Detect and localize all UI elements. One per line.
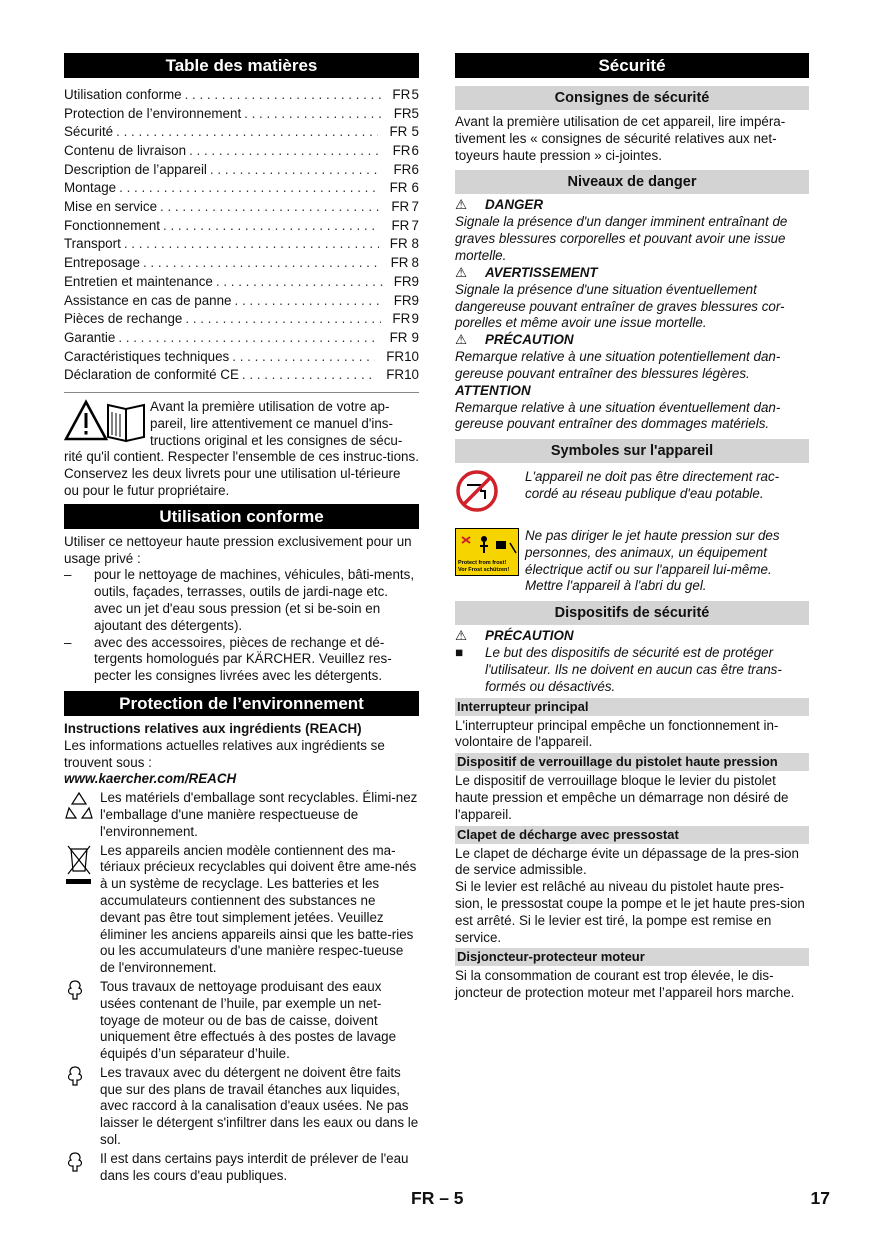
- toc-lang: FR: [389, 236, 408, 252]
- sub1-title: Interrupteur principal: [455, 698, 809, 716]
- toc-row[interactable]: [64, 198, 419, 217]
- attention-text: Remarque relative à une situation éventuellement dan-gereuse pouvant entraîner des dommages matériels.: [455, 399, 781, 432]
- disp-precaution-label: PRÉCAUTION: [485, 628, 574, 644]
- env-item: [64, 1065, 419, 1149]
- toc-entry-title: Déclaration de conformité CE: [64, 367, 239, 383]
- sub3-text-a: Le clapet de décharge évite un dépassage de la pres-sion de service admissible.: [455, 845, 799, 878]
- avertissement-label: AVERTISSEMENT: [485, 264, 598, 280]
- toc-row[interactable]: [64, 86, 419, 105]
- toc-page: 6: [411, 180, 419, 196]
- env-item: [64, 979, 419, 1063]
- toc-lang: FR: [392, 143, 411, 158]
- toc-lang: FR: [393, 161, 412, 177]
- toc-lang: FR: [389, 124, 408, 140]
- toc-row[interactable]: [64, 179, 419, 198]
- toc-row[interactable]: [64, 366, 419, 385]
- dash-mark: –: [64, 567, 72, 583]
- environment-tree-icon: [64, 1065, 100, 1149]
- toc-entry-title: Pièces de rechange: [64, 311, 183, 327]
- use-item: [64, 635, 419, 685]
- toc-page: 5: [411, 86, 419, 102]
- reach-heading: Instructions relatives aux ingrédients (REACH): [64, 720, 362, 736]
- toc-entry-title: Utilisation conforme: [64, 86, 182, 102]
- toc-row[interactable]: [64, 123, 419, 142]
- toc-lang: FR: [393, 105, 412, 121]
- toc-lang: FR: [386, 367, 405, 383]
- env-item: [64, 790, 419, 840]
- env-item-text: Les matériels d'emballage sont recyclables. Élimi-nez l'emballage d'une manière respectueuse de l'environnement.: [100, 790, 418, 839]
- no-drinking-water-icon: [455, 469, 525, 518]
- toc-lang: FR: [390, 255, 409, 271]
- crossed-bin-icon: [64, 843, 100, 977]
- toc-page: 7: [411, 199, 419, 215]
- toc-lang: FR: [389, 329, 408, 345]
- use-title: Utilisation conforme: [64, 504, 419, 529]
- use-item-text: avec des accessoires, pièces de rechange et dé-tergents homologués par KÄRCHER. Veuillez res-pecter les consignes livrées avec les détergents.: [94, 634, 392, 684]
- recycle-icon: [64, 790, 100, 840]
- use-item-text: pour le nettoyage de machines, véhicules, bâti-ments, outils, façades, terrasses, outils de jardi-nage etc. avec un jet d'eau sous pression (et si be-soin en ajoutant des détergents).: [94, 567, 415, 633]
- disp-bullet-text: Le but des dispositifs de sécurité est de protéger l'utilisateur. Ils ne doivent en aucun cas être trans-formés ou désactivés.: [485, 645, 782, 694]
- precaution-text: Remarque relative à une situation potentiellement dan-gereuse pouvant entraîner des blessures légères.: [455, 349, 781, 381]
- manual-notice: [64, 399, 419, 449]
- frost-label-en: Protect from frost!: [458, 559, 507, 566]
- reach-url[interactable]: www.kaercher.com/REACH: [64, 771, 237, 787]
- toc-lang: FR: [391, 217, 410, 233]
- right-column: [455, 53, 809, 1002]
- env-item: [64, 843, 419, 977]
- toc-entry-title: Garantie: [64, 329, 116, 345]
- precaution-level: [455, 332, 809, 349]
- toc-lang: FR: [393, 273, 412, 289]
- toc-row[interactable]: [64, 161, 419, 180]
- safety-title: Sécurité: [455, 53, 809, 78]
- env-item-text: Il est dans certains pays interdit de prélever de l'eau dans les cours d'eau publiques.: [100, 1150, 409, 1183]
- toc-page: 10: [404, 348, 419, 364]
- toc-page: 10: [404, 367, 419, 383]
- manual-notice-text-b: rité qu'il contient. Respecter l'ensemble de ces instruc-tions. Conservez les deux livrets pour une utilisation ul-térieure ou pour le futur propriétaire.: [64, 449, 419, 498]
- toc-row[interactable]: [64, 254, 419, 273]
- toc-page: 9: [411, 311, 419, 327]
- toc-title: Table des matières: [64, 53, 419, 78]
- toc-lang: FR: [393, 292, 412, 308]
- toc-row[interactable]: [64, 217, 419, 236]
- use-item: [64, 567, 419, 634]
- use-text: Utiliser ce nettoyeur haute pression exclusivement pour un usage privé :: [64, 533, 412, 566]
- toc-entry-title: Contenu de livraison: [64, 143, 187, 158]
- niveaux-title: Niveaux de danger: [455, 170, 809, 194]
- toc-page: 9: [411, 292, 419, 308]
- environment-tree-icon: [64, 979, 100, 1063]
- toc-page: 5: [411, 105, 419, 121]
- symbol-item: [455, 469, 809, 518]
- toc-lang: FR: [391, 199, 410, 215]
- footer-lang-page: FR – 5: [411, 1188, 464, 1208]
- manual-notice-text-a: Avant la première utilisation de votre ap-pareil, lire attentivement ce manuel d'ins-tructions original et les consignes de sécu-: [150, 399, 403, 448]
- page-number: 17: [810, 1188, 830, 1208]
- toc-entry-title: Mise en service: [64, 199, 158, 215]
- toc-page: 6: [411, 161, 419, 177]
- env-item-text: Les travaux avec du détergent ne doivent être faits que sur des plans de travail étanches aux liquides, avec raccord à la canalisation d'eaux usées. Ne pas laisser le détergent s'infiltrer dans les eaux ou dans le sol.: [100, 1064, 419, 1148]
- toc-entry-title: Description de l’appareil: [64, 161, 207, 177]
- danger-text: Signale la présence d'un danger imminent entraînant de graves blessures corporelles et pouvant avoir une issue mortelle.: [455, 214, 788, 263]
- env-item: [64, 1151, 419, 1185]
- toc-row[interactable]: [64, 348, 419, 367]
- consignes-title: Consignes de sécurité: [455, 86, 809, 110]
- toc-entry-title: Assistance en cas de panne: [64, 292, 232, 308]
- symboles-title: Symboles sur l'appareil: [455, 439, 809, 463]
- toc-page: 8: [411, 255, 419, 271]
- warning-icon: ⚠: [455, 628, 468, 644]
- toc-entry-title: Montage: [64, 180, 117, 196]
- reach-text: Les informations actuelles relatives aux ingrédients se trouvent sous :: [64, 737, 385, 770]
- warning-book-icon: [64, 399, 150, 449]
- environment-title: Protection de l’environnement: [64, 691, 419, 716]
- env-item-text: Tous travaux de nettoyage produisant des eaux usées contenant de l’huile, par exemple un net-toyage de moteur ou de bas de caisse, doivent uniquement être effectués à des postes de lavage équipés d’un séparateur d’huile.: [100, 978, 397, 1062]
- toc-lang: FR: [386, 348, 405, 364]
- danger-label: DANGER: [485, 197, 544, 213]
- toc-row[interactable]: [64, 105, 419, 124]
- toc-entry-title: Entreposage: [64, 255, 140, 271]
- avertissement-text: Signale la présence d'une situation éventuellement dangereuse pouvant entraîner de graves blessures cor-porelles et même avoir une issue mortelle.: [455, 281, 785, 331]
- toc-page: 9: [411, 329, 419, 345]
- sub2-title: Dispositif de verrouillage du pistolet haute pression: [455, 753, 809, 771]
- toc-page: 7: [411, 217, 419, 233]
- toc-page: 8: [411, 236, 419, 252]
- toc-entry-title: Entretien et maintenance: [64, 273, 213, 289]
- sub3-text-b: Si le levier est relâché au niveau du pistolet haute pres-sion, le pressostat coupe la pompe et le jet haute pres-sion est arrêté. Si le levier est tiré, la pompe est remise en service.: [455, 879, 805, 945]
- warning-icon: ⚠: [455, 332, 468, 348]
- toc-page: 6: [411, 143, 419, 158]
- disp-precaution: [455, 628, 809, 645]
- sub1-text: L'interrupteur principal empêche un fonctionnement in-volontaire de l'appareil.: [455, 717, 779, 750]
- left-column: [64, 53, 419, 1184]
- toc-page: 5: [411, 124, 419, 140]
- symbol-text: Ne pas diriger le jet haute pression sur des personnes, des animaux, un équipement électrique actif ou sur l'appareil lui-même. Mettre l'appareil à l'abri du gel.: [525, 527, 780, 594]
- toc-entry-title: Protection de l’environnement: [64, 105, 242, 121]
- toc-entry-title: Transport: [64, 236, 121, 252]
- bullet-icon: ■: [455, 645, 464, 661]
- toc-row[interactable]: [64, 273, 419, 292]
- warning-icon: ⚠: [455, 197, 468, 213]
- precaution-label: PRÉCAUTION: [485, 332, 574, 348]
- frost-label-de: Vor Frost schützen!: [458, 566, 510, 573]
- frost-warning-icon: [455, 528, 525, 595]
- sub4-title: Disjoncteur-protecteur moteur: [455, 948, 809, 966]
- symbol-text: L'appareil ne doit pas être directement rac-cordé au réseau publique d'eau potable.: [525, 469, 780, 501]
- sub3-title: Clapet de décharge avec pressostat: [455, 826, 809, 844]
- environment-tree-icon: [64, 1151, 100, 1185]
- dispositifs-title: Dispositifs de sécurité: [455, 601, 809, 625]
- table-of-contents: [64, 86, 419, 393]
- symbol-item: [455, 528, 809, 595]
- dash-mark: –: [64, 634, 72, 650]
- sub4-text: Si la consommation de courant est trop élevée, le dis-joncteur de protection moteur met l’appareil hors marche.: [455, 968, 795, 1001]
- toc-entry-title: Sécurité: [64, 124, 114, 140]
- toc-lang: FR: [392, 86, 411, 102]
- consignes-text: Avant la première utilisation de cet appareil, lire impéra-tivement les « consignes de sécurité relatives aux net-toyeurs haute pression » ci-jointes.: [455, 114, 786, 163]
- env-item-text: Les appareils ancien modèle contiennent des ma-tériaux précieux recyclables qui doivent être ame-nés à un système de recyclage. Les batteries et les accumulateurs contiennent des substances ne devant pas être tout simplement jetées. Veuillez éliminer les anciens appareils ainsi que les batte-ries ou les accumulateurs d'une manière respec-tueuse de l'environnement.: [100, 842, 417, 976]
- danger-level: [455, 197, 809, 214]
- toc-entry-title: Caractéristiques techniques: [64, 348, 230, 364]
- toc-row[interactable]: [64, 329, 419, 348]
- toc-lang: FR: [392, 311, 411, 327]
- sub2-text: Le dispositif de verrouillage bloque le levier du pistolet haute pression et empêche un démarrage non désiré de l'appareil.: [455, 773, 789, 822]
- toc-page: 9: [411, 273, 419, 289]
- avertissement-level: [455, 265, 809, 282]
- toc-entry-title: Fonctionnement: [64, 217, 161, 233]
- warning-icon: ⚠: [455, 264, 468, 280]
- toc-row[interactable]: [64, 310, 419, 329]
- toc-row[interactable]: [64, 142, 419, 161]
- toc-row[interactable]: [64, 292, 419, 311]
- toc-lang: FR: [389, 180, 408, 196]
- disp-bullet: [455, 645, 809, 695]
- attention-label: ATTENTION: [455, 382, 531, 398]
- toc-row[interactable]: [64, 236, 419, 255]
